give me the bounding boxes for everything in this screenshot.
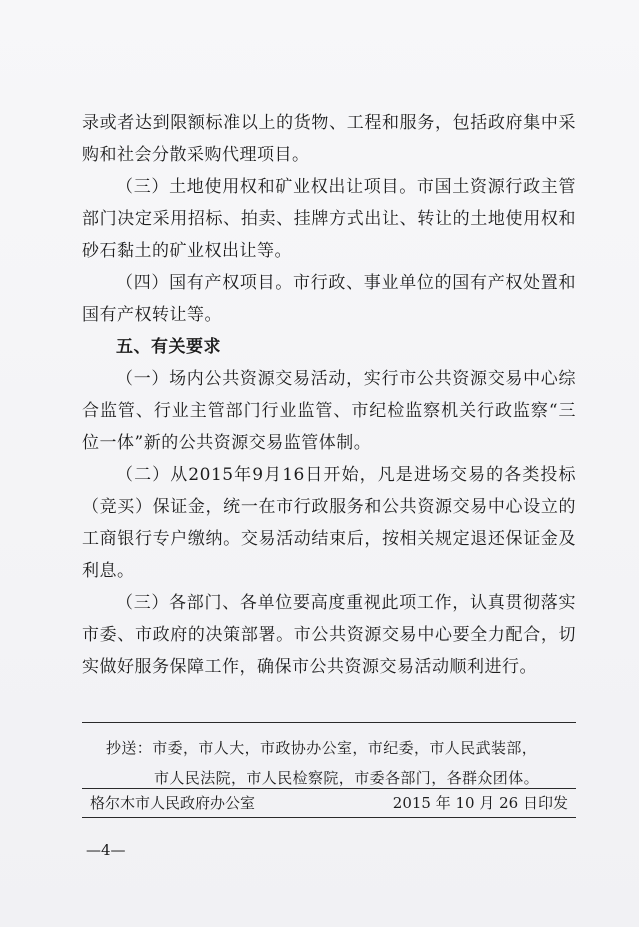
cc-line-1: 抄送：市委，市人大，市政协办公室，市纪委，市人民武装部， <box>106 739 538 757</box>
issuer-name: 格尔木市人民政府办公室 <box>90 794 256 812</box>
paragraph: （三）土地使用权和矿业权出让项目。市国土资源行政主管部门决定采用招标、拍卖、挂牌方式出让、转让的土地使用权和砂石黏土的矿业权出让等。 <box>82 177 576 261</box>
paragraph: （三）各部门、各单位要高度重视此项工作，认真贯彻落实市委、市政府的决策部署。市公共资源交易中心要全力配合，切实做好服务保障工作，确保市公共资源交易活动顺利进行。 <box>82 593 576 677</box>
paragraph: （一）场内公共资源交易活动，实行市公共资源交易中心综合监管、行业主管部门行业监管、市纪检监察机关行政监察“三位一体”新的公共资源交易监管体制。 <box>82 369 576 453</box>
cc-line-2: 市人民法院，市人民检察院，市委各部门，各群众团体。 <box>154 769 540 787</box>
paragraph: （四）国有产权项目。市行政、事业单位的国有产权处置和国有产权转让等。 <box>82 273 576 325</box>
issuance-footer <box>90 793 568 813</box>
paragraph: 录或者达到限额标准以上的货物、工程和服务，包括政府集中采购和社会分散采购代理项目。 <box>82 113 576 165</box>
cc-top-rule <box>82 722 576 723</box>
paragraph: （二）从2015年9月16日开始，凡是进场交易的各类投标（竞买）保证金，统一在市行政服务和公共资源交易中心设立的工商银行专户缴纳。交易活动结束后，按相关规定退还保证金及利息。 <box>82 465 576 581</box>
document-body <box>82 107 576 683</box>
footer-bottom-rule <box>82 817 576 818</box>
cc-middle-rule <box>82 788 576 789</box>
page-number: —4— <box>86 841 126 859</box>
section-heading: 五、有关要求 <box>116 337 221 357</box>
issue-date: 2015 年 10 月 26 日印发 <box>392 794 568 812</box>
cc-block <box>106 733 576 793</box>
